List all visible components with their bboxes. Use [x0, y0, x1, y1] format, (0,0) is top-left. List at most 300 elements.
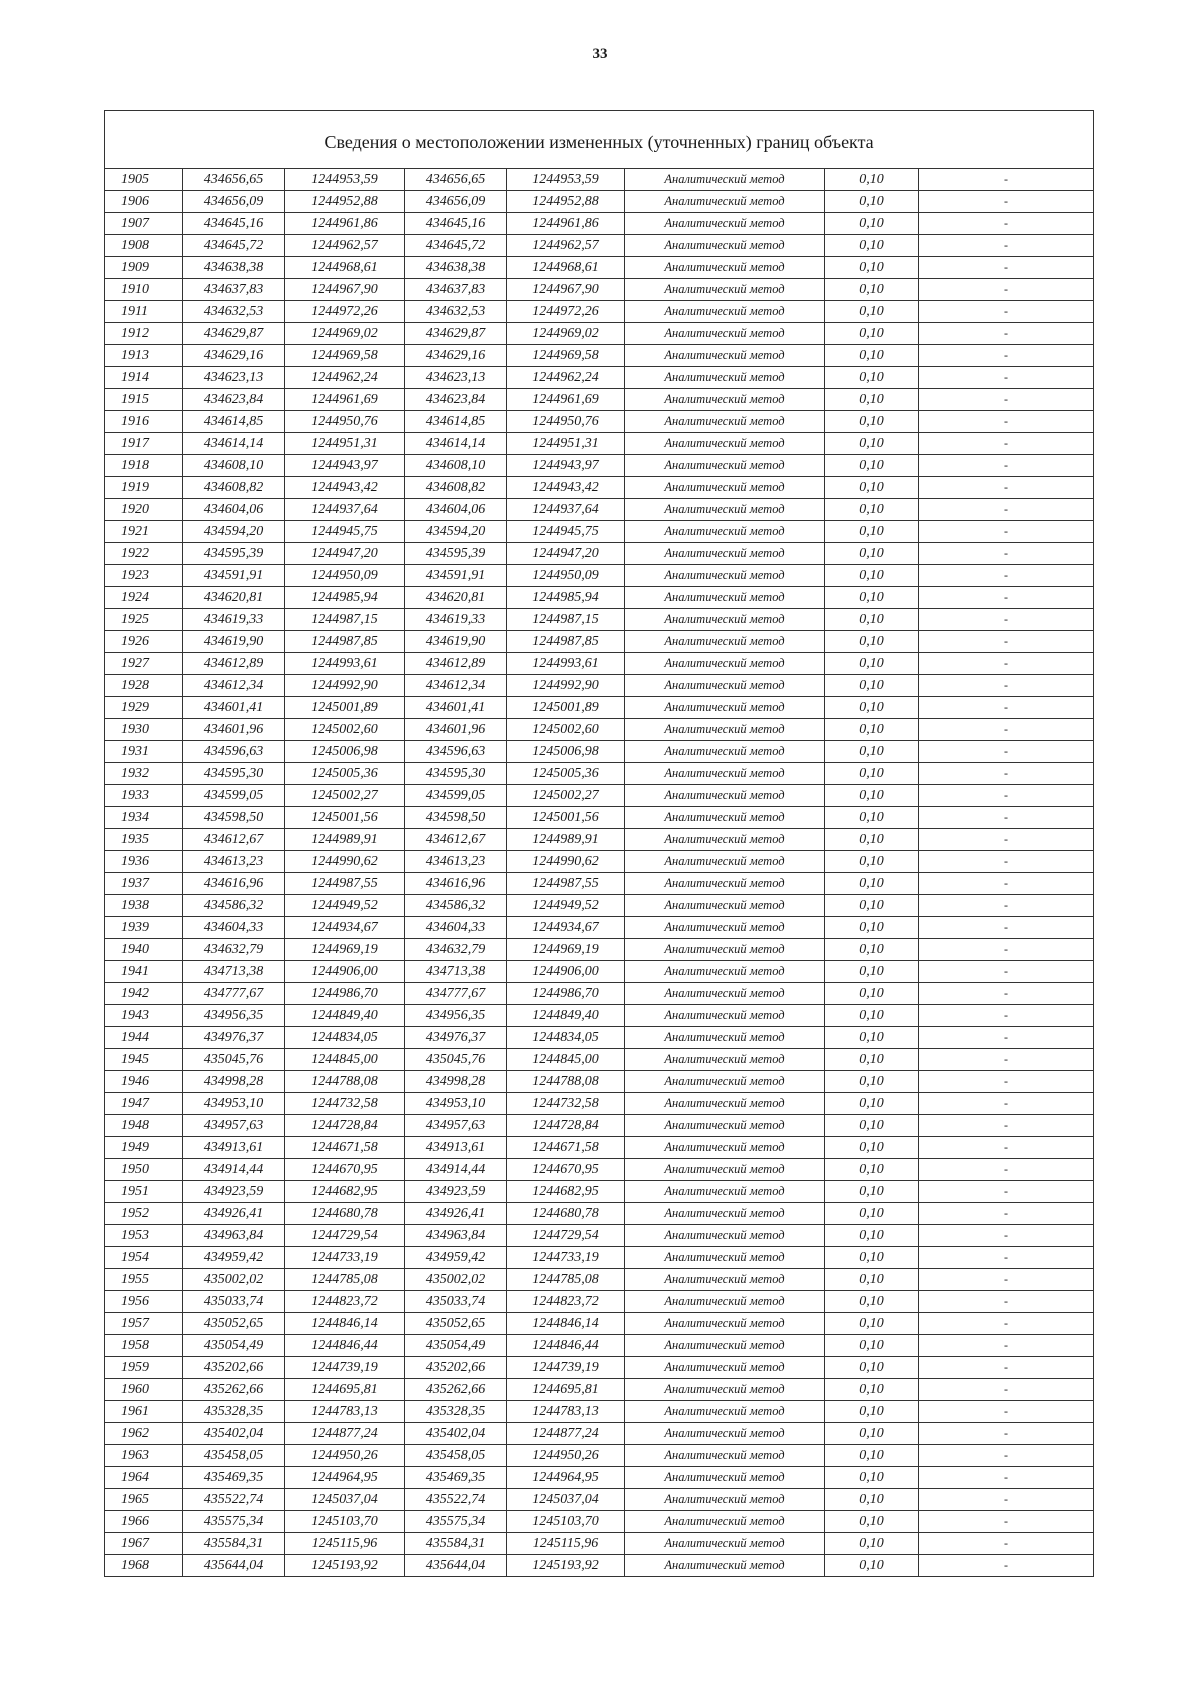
method-cell: Аналитический метод — [625, 1511, 825, 1533]
y-old-cell: 1244993,61 — [285, 653, 405, 675]
point-number-cell: 1937 — [105, 873, 183, 895]
y-new-cell: 1244950,76 — [507, 411, 625, 433]
x-new-cell: 434926,41 — [405, 1203, 507, 1225]
x-new-cell: 435033,74 — [405, 1291, 507, 1313]
y-new-cell: 1244945,75 — [507, 521, 625, 543]
x-old-cell: 434913,61 — [183, 1137, 285, 1159]
table-row — [105, 1335, 1094, 1357]
y-new-cell: 1245002,60 — [507, 719, 625, 741]
y-old-cell: 1244695,81 — [285, 1379, 405, 1401]
y-old-cell: 1245001,56 — [285, 807, 405, 829]
x-old-cell: 434923,59 — [183, 1181, 285, 1203]
y-old-cell: 1245001,89 — [285, 697, 405, 719]
x-new-cell: 434620,81 — [405, 587, 507, 609]
y-new-cell: 1244877,24 — [507, 1423, 625, 1445]
precision-cell: 0,10 — [825, 1049, 919, 1071]
x-new-cell: 435262,66 — [405, 1379, 507, 1401]
table-row — [105, 763, 1094, 785]
y-old-cell: 1244728,84 — [285, 1115, 405, 1137]
method-cell: Аналитический метод — [625, 169, 825, 191]
y-new-cell: 1244967,90 — [507, 279, 625, 301]
method-cell: Аналитический метод — [625, 653, 825, 675]
x-old-cell: 434959,42 — [183, 1247, 285, 1269]
precision-cell: 0,10 — [825, 1335, 919, 1357]
y-old-cell: 1244682,95 — [285, 1181, 405, 1203]
method-cell: Аналитический метод — [625, 543, 825, 565]
y-old-cell: 1244968,61 — [285, 257, 405, 279]
x-old-cell: 434619,90 — [183, 631, 285, 653]
point-number-cell: 1914 — [105, 367, 183, 389]
table-row — [105, 961, 1094, 983]
point-number-cell: 1947 — [105, 1093, 183, 1115]
point-number-cell: 1938 — [105, 895, 183, 917]
y-old-cell: 1244986,70 — [285, 983, 405, 1005]
y-old-cell: 1244987,15 — [285, 609, 405, 631]
precision-cell: 0,10 — [825, 697, 919, 719]
point-number-cell: 1963 — [105, 1445, 183, 1467]
precision-cell: 0,10 — [825, 565, 919, 587]
x-new-cell: 434959,42 — [405, 1247, 507, 1269]
x-new-cell: 434777,67 — [405, 983, 507, 1005]
x-new-cell: 434586,32 — [405, 895, 507, 917]
x-old-cell: 434629,16 — [183, 345, 285, 367]
x-new-cell: 434957,63 — [405, 1115, 507, 1137]
x-new-cell: 434713,38 — [405, 961, 507, 983]
x-old-cell: 435458,05 — [183, 1445, 285, 1467]
x-new-cell: 435045,76 — [405, 1049, 507, 1071]
x-old-cell: 435052,65 — [183, 1313, 285, 1335]
y-old-cell: 1244877,24 — [285, 1423, 405, 1445]
method-cell: Аналитический метод — [625, 961, 825, 983]
precision-cell: 0,10 — [825, 1555, 919, 1577]
table-row — [105, 1005, 1094, 1027]
y-new-cell: 1244846,14 — [507, 1313, 625, 1335]
x-new-cell: 435458,05 — [405, 1445, 507, 1467]
x-new-cell: 434612,89 — [405, 653, 507, 675]
x-new-cell: 434632,53 — [405, 301, 507, 323]
precision-cell: 0,10 — [825, 1423, 919, 1445]
method-cell: Аналитический метод — [625, 1247, 825, 1269]
x-new-cell: 435584,31 — [405, 1533, 507, 1555]
y-old-cell: 1244846,14 — [285, 1313, 405, 1335]
table-row — [105, 653, 1094, 675]
y-new-cell: 1244962,24 — [507, 367, 625, 389]
table-row — [105, 873, 1094, 895]
table-row — [105, 1445, 1094, 1467]
method-cell: Аналитический метод — [625, 609, 825, 631]
x-new-cell: 434612,67 — [405, 829, 507, 851]
x-new-cell: 435469,35 — [405, 1467, 507, 1489]
note-cell: - — [919, 1379, 1094, 1401]
x-old-cell: 434632,79 — [183, 939, 285, 961]
x-new-cell: 435054,49 — [405, 1335, 507, 1357]
y-old-cell: 1244950,09 — [285, 565, 405, 587]
point-number-cell: 1965 — [105, 1489, 183, 1511]
table-row — [105, 301, 1094, 323]
note-cell: - — [919, 1423, 1094, 1445]
point-number-cell: 1922 — [105, 543, 183, 565]
precision-cell: 0,10 — [825, 1027, 919, 1049]
y-new-cell: 1244987,15 — [507, 609, 625, 631]
precision-cell: 0,10 — [825, 279, 919, 301]
y-new-cell: 1244968,61 — [507, 257, 625, 279]
point-number-cell: 1909 — [105, 257, 183, 279]
x-new-cell: 435002,02 — [405, 1269, 507, 1291]
method-cell: Аналитический метод — [625, 1423, 825, 1445]
note-cell: - — [919, 1115, 1094, 1137]
y-new-cell: 1244785,08 — [507, 1269, 625, 1291]
table-row — [105, 1379, 1094, 1401]
x-new-cell: 434608,82 — [405, 477, 507, 499]
table-row — [105, 1137, 1094, 1159]
x-old-cell: 434638,38 — [183, 257, 285, 279]
method-cell: Аналитический метод — [625, 1313, 825, 1335]
x-new-cell: 435328,35 — [405, 1401, 507, 1423]
point-number-cell: 1907 — [105, 213, 183, 235]
point-number-cell: 1949 — [105, 1137, 183, 1159]
note-cell: - — [919, 521, 1094, 543]
x-old-cell: 434614,85 — [183, 411, 285, 433]
y-new-cell: 1244990,62 — [507, 851, 625, 873]
table-row — [105, 521, 1094, 543]
x-new-cell: 434616,96 — [405, 873, 507, 895]
precision-cell: 0,10 — [825, 983, 919, 1005]
note-cell: - — [919, 1313, 1094, 1335]
precision-cell: 0,10 — [825, 587, 919, 609]
x-new-cell: 434656,09 — [405, 191, 507, 213]
y-new-cell: 1244987,85 — [507, 631, 625, 653]
table-row — [105, 389, 1094, 411]
precision-cell: 0,10 — [825, 235, 919, 257]
table-row — [105, 1203, 1094, 1225]
x-old-cell: 435202,66 — [183, 1357, 285, 1379]
x-old-cell: 434777,67 — [183, 983, 285, 1005]
point-number-cell: 1921 — [105, 521, 183, 543]
note-cell: - — [919, 389, 1094, 411]
x-old-cell: 434953,10 — [183, 1093, 285, 1115]
note-cell: - — [919, 1005, 1094, 1027]
point-number-cell: 1930 — [105, 719, 183, 741]
x-new-cell: 435575,34 — [405, 1511, 507, 1533]
table-row — [105, 1511, 1094, 1533]
y-new-cell: 1244947,20 — [507, 543, 625, 565]
point-number-cell: 1961 — [105, 1401, 183, 1423]
note-cell: - — [919, 939, 1094, 961]
x-old-cell: 435584,31 — [183, 1533, 285, 1555]
note-cell: - — [919, 851, 1094, 873]
y-old-cell: 1244992,90 — [285, 675, 405, 697]
y-old-cell: 1244937,64 — [285, 499, 405, 521]
table-row — [105, 1225, 1094, 1247]
x-new-cell: 434598,50 — [405, 807, 507, 829]
method-cell: Аналитический метод — [625, 345, 825, 367]
point-number-cell: 1924 — [105, 587, 183, 609]
method-cell: Аналитический метод — [625, 411, 825, 433]
table-row — [105, 983, 1094, 1005]
method-cell: Аналитический метод — [625, 1093, 825, 1115]
y-old-cell: 1244989,91 — [285, 829, 405, 851]
y-old-cell: 1244733,19 — [285, 1247, 405, 1269]
table-row — [105, 609, 1094, 631]
y-old-cell: 1244990,62 — [285, 851, 405, 873]
note-cell: - — [919, 565, 1094, 587]
x-old-cell: 435033,74 — [183, 1291, 285, 1313]
precision-cell: 0,10 — [825, 257, 919, 279]
precision-cell: 0,10 — [825, 301, 919, 323]
precision-cell: 0,10 — [825, 1467, 919, 1489]
x-old-cell: 434926,41 — [183, 1203, 285, 1225]
precision-cell: 0,10 — [825, 543, 919, 565]
y-new-cell: 1244849,40 — [507, 1005, 625, 1027]
point-number-cell: 1936 — [105, 851, 183, 873]
method-cell: Аналитический метод — [625, 895, 825, 917]
y-new-cell: 1244972,26 — [507, 301, 625, 323]
x-old-cell: 434613,23 — [183, 851, 285, 873]
point-number-cell: 1946 — [105, 1071, 183, 1093]
note-cell: - — [919, 169, 1094, 191]
y-new-cell: 1244962,57 — [507, 235, 625, 257]
note-cell: - — [919, 587, 1094, 609]
method-cell: Аналитический метод — [625, 1379, 825, 1401]
method-cell: Аналитический метод — [625, 1335, 825, 1357]
note-cell: - — [919, 609, 1094, 631]
method-cell: Аналитический метод — [625, 675, 825, 697]
x-old-cell: 435054,49 — [183, 1335, 285, 1357]
precision-cell: 0,10 — [825, 1005, 919, 1027]
table-row — [105, 741, 1094, 763]
x-new-cell: 434914,44 — [405, 1159, 507, 1181]
note-cell: - — [919, 367, 1094, 389]
point-number-cell: 1917 — [105, 433, 183, 455]
point-number-cell: 1966 — [105, 1511, 183, 1533]
point-number-cell: 1951 — [105, 1181, 183, 1203]
precision-cell: 0,10 — [825, 1357, 919, 1379]
note-cell: - — [919, 1335, 1094, 1357]
y-new-cell: 1244671,58 — [507, 1137, 625, 1159]
table-row — [105, 1093, 1094, 1115]
point-number-cell: 1926 — [105, 631, 183, 653]
method-cell: Аналитический метод — [625, 1533, 825, 1555]
x-new-cell: 434594,20 — [405, 521, 507, 543]
y-new-cell: 1244680,78 — [507, 1203, 625, 1225]
note-cell: - — [919, 1137, 1094, 1159]
note-cell: - — [919, 1269, 1094, 1291]
x-old-cell: 434612,67 — [183, 829, 285, 851]
method-cell: Аналитический метод — [625, 1115, 825, 1137]
table-row — [105, 1159, 1094, 1181]
y-new-cell: 1244943,97 — [507, 455, 625, 477]
note-cell: - — [919, 1181, 1094, 1203]
x-new-cell: 434591,91 — [405, 565, 507, 587]
x-new-cell: 434604,33 — [405, 917, 507, 939]
method-cell: Аналитический метод — [625, 455, 825, 477]
y-old-cell: 1244947,20 — [285, 543, 405, 565]
method-cell: Аналитический метод — [625, 477, 825, 499]
precision-cell: 0,10 — [825, 1489, 919, 1511]
y-old-cell: 1244962,24 — [285, 367, 405, 389]
precision-cell: 0,10 — [825, 1401, 919, 1423]
note-cell: - — [919, 1225, 1094, 1247]
point-number-cell: 1962 — [105, 1423, 183, 1445]
table-row — [105, 1423, 1094, 1445]
x-old-cell: 434612,89 — [183, 653, 285, 675]
note-cell: - — [919, 257, 1094, 279]
x-old-cell: 434656,65 — [183, 169, 285, 191]
table-row — [105, 1467, 1094, 1489]
y-new-cell: 1244961,69 — [507, 389, 625, 411]
point-number-cell: 1944 — [105, 1027, 183, 1049]
precision-cell: 0,10 — [825, 785, 919, 807]
x-new-cell: 434645,16 — [405, 213, 507, 235]
y-new-cell: 1244729,54 — [507, 1225, 625, 1247]
method-cell: Аналитический метод — [625, 1137, 825, 1159]
point-number-cell: 1932 — [105, 763, 183, 785]
table-row — [105, 499, 1094, 521]
precision-cell: 0,10 — [825, 873, 919, 895]
x-new-cell: 434614,14 — [405, 433, 507, 455]
y-new-cell: 1244969,19 — [507, 939, 625, 961]
y-old-cell: 1244849,40 — [285, 1005, 405, 1027]
table-row — [105, 719, 1094, 741]
precision-cell: 0,10 — [825, 961, 919, 983]
method-cell: Аналитический метод — [625, 323, 825, 345]
note-cell: - — [919, 499, 1094, 521]
y-new-cell: 1244733,19 — [507, 1247, 625, 1269]
table-row — [105, 543, 1094, 565]
precision-cell: 0,10 — [825, 741, 919, 763]
method-cell: Аналитический метод — [625, 279, 825, 301]
y-new-cell: 1245006,98 — [507, 741, 625, 763]
note-cell: - — [919, 235, 1094, 257]
method-cell: Аналитический метод — [625, 565, 825, 587]
point-number-cell: 1940 — [105, 939, 183, 961]
precision-cell: 0,10 — [825, 213, 919, 235]
point-number-cell: 1920 — [105, 499, 183, 521]
y-old-cell: 1244949,52 — [285, 895, 405, 917]
y-new-cell: 1244993,61 — [507, 653, 625, 675]
table-row — [105, 631, 1094, 653]
method-cell: Аналитический метод — [625, 1049, 825, 1071]
method-cell: Аналитический метод — [625, 741, 825, 763]
method-cell: Аналитический метод — [625, 191, 825, 213]
x-new-cell: 435052,65 — [405, 1313, 507, 1335]
method-cell: Аналитический метод — [625, 1159, 825, 1181]
x-old-cell: 434608,10 — [183, 455, 285, 477]
method-cell: Аналитический метод — [625, 785, 825, 807]
point-number-cell: 1905 — [105, 169, 183, 191]
precision-cell: 0,10 — [825, 1511, 919, 1533]
point-number-cell: 1955 — [105, 1269, 183, 1291]
note-cell: - — [919, 279, 1094, 301]
y-new-cell: 1244952,88 — [507, 191, 625, 213]
y-old-cell: 1245002,60 — [285, 719, 405, 741]
method-cell: Аналитический метод — [625, 1027, 825, 1049]
precision-cell: 0,10 — [825, 1159, 919, 1181]
y-new-cell: 1244964,95 — [507, 1467, 625, 1489]
y-old-cell: 1244783,13 — [285, 1401, 405, 1423]
y-new-cell: 1244934,67 — [507, 917, 625, 939]
y-new-cell: 1245115,96 — [507, 1533, 625, 1555]
point-number-cell: 1934 — [105, 807, 183, 829]
table-row — [105, 213, 1094, 235]
x-old-cell: 434612,34 — [183, 675, 285, 697]
method-cell: Аналитический метод — [625, 433, 825, 455]
point-number-cell: 1968 — [105, 1555, 183, 1577]
method-cell: Аналитический метод — [625, 367, 825, 389]
point-number-cell: 1959 — [105, 1357, 183, 1379]
x-new-cell: 434595,39 — [405, 543, 507, 565]
table-row — [105, 1357, 1094, 1379]
y-new-cell: 1244783,13 — [507, 1401, 625, 1423]
precision-cell: 0,10 — [825, 1181, 919, 1203]
y-old-cell: 1244680,78 — [285, 1203, 405, 1225]
x-old-cell: 434645,16 — [183, 213, 285, 235]
y-new-cell: 1244989,91 — [507, 829, 625, 851]
y-new-cell: 1244732,58 — [507, 1093, 625, 1115]
precision-cell: 0,10 — [825, 829, 919, 851]
note-cell: - — [919, 455, 1094, 477]
x-old-cell: 434656,09 — [183, 191, 285, 213]
note-cell: - — [919, 1511, 1094, 1533]
y-old-cell: 1245037,04 — [285, 1489, 405, 1511]
note-cell: - — [919, 807, 1094, 829]
x-new-cell: 434645,72 — [405, 235, 507, 257]
y-new-cell: 1245005,36 — [507, 763, 625, 785]
method-cell: Аналитический метод — [625, 1467, 825, 1489]
y-old-cell: 1244943,42 — [285, 477, 405, 499]
method-cell: Аналитический метод — [625, 1445, 825, 1467]
x-new-cell: 434623,84 — [405, 389, 507, 411]
y-old-cell: 1244985,94 — [285, 587, 405, 609]
x-new-cell: 434604,06 — [405, 499, 507, 521]
note-cell: - — [919, 631, 1094, 653]
method-cell: Аналитический метод — [625, 873, 825, 895]
precision-cell: 0,10 — [825, 939, 919, 961]
y-new-cell: 1244739,19 — [507, 1357, 625, 1379]
y-new-cell: 1244845,00 — [507, 1049, 625, 1071]
x-new-cell: 434629,16 — [405, 345, 507, 367]
y-new-cell: 1244670,95 — [507, 1159, 625, 1181]
y-old-cell: 1244943,97 — [285, 455, 405, 477]
y-old-cell: 1244969,58 — [285, 345, 405, 367]
x-old-cell: 434632,53 — [183, 301, 285, 323]
table-row — [105, 345, 1094, 367]
table-row — [105, 169, 1094, 191]
table-row — [105, 917, 1094, 939]
method-cell: Аналитический метод — [625, 1225, 825, 1247]
y-old-cell: 1244952,88 — [285, 191, 405, 213]
y-old-cell: 1244987,85 — [285, 631, 405, 653]
note-cell: - — [919, 301, 1094, 323]
precision-cell: 0,10 — [825, 1093, 919, 1115]
method-cell: Аналитический метод — [625, 917, 825, 939]
y-new-cell: 1244950,26 — [507, 1445, 625, 1467]
y-old-cell: 1244823,72 — [285, 1291, 405, 1313]
point-number-cell: 1941 — [105, 961, 183, 983]
y-old-cell: 1244967,90 — [285, 279, 405, 301]
method-cell: Аналитический метод — [625, 851, 825, 873]
precision-cell: 0,10 — [825, 389, 919, 411]
point-number-cell: 1927 — [105, 653, 183, 675]
point-number-cell: 1918 — [105, 455, 183, 477]
point-number-cell: 1945 — [105, 1049, 183, 1071]
table-row — [105, 433, 1094, 455]
x-old-cell: 434614,14 — [183, 433, 285, 455]
x-new-cell: 435522,74 — [405, 1489, 507, 1511]
x-old-cell: 435402,04 — [183, 1423, 285, 1445]
method-cell: Аналитический метод — [625, 1555, 825, 1577]
table-row — [105, 565, 1094, 587]
